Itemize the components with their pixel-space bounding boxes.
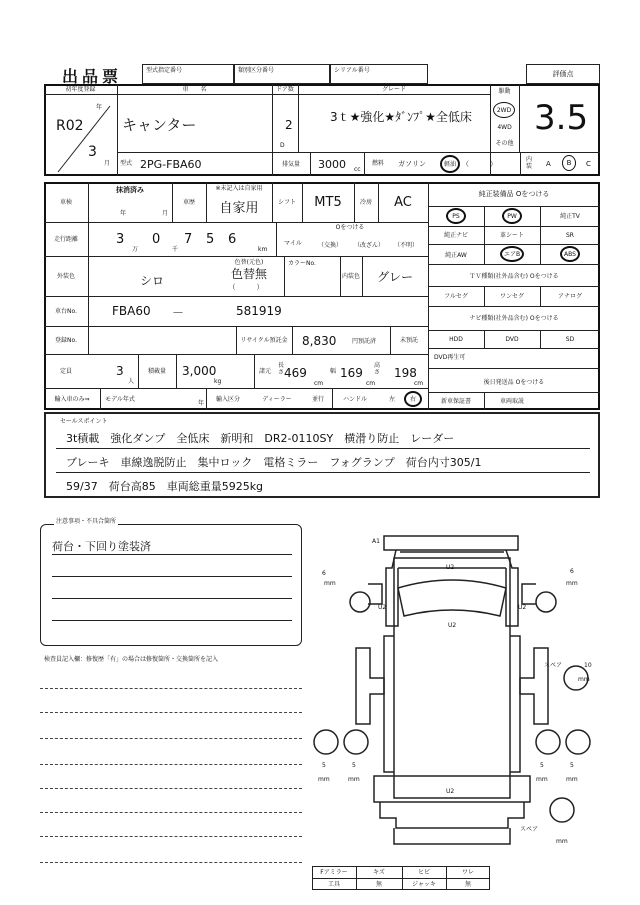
import-label: 輸入車のみ⇒ (54, 395, 90, 403)
disp-label: 排気量 (281, 160, 300, 168)
tread-rear-r2: 5 (570, 762, 574, 769)
serial-label: シリアル番号 (334, 67, 370, 74)
model-label: 型式 (120, 160, 133, 167)
import-type-label: 輸入区分 (215, 395, 240, 403)
repaint-label: 色替(元色) (234, 258, 264, 266)
inspect-label: 車検 (59, 198, 72, 206)
ext-color-value: シロ (139, 273, 164, 288)
usage-value: 自家用 (219, 200, 259, 216)
model-year-label: モデル年式 (105, 395, 135, 403)
chassis-dash: － (172, 306, 185, 320)
load-value: 3,000 (182, 364, 217, 378)
shift-label: シフト (277, 198, 296, 206)
mm-unit-rr2: mm (566, 776, 578, 783)
tread-rear-l2: 5 (352, 762, 356, 769)
mileage-tampered[interactable]: （改ざん） (354, 242, 385, 249)
chassis-number: 581919 (236, 304, 282, 318)
mileage-digit-4: 5 (206, 232, 215, 247)
navi-sd[interactable]: SD (565, 335, 575, 343)
displacement: 3000 (318, 158, 346, 171)
equip-abs-circled[interactable]: ABS (560, 246, 580, 262)
sales-line-1: 3t積載 強化ダンプ 全低床 新明和 DR2-0110SY 横滑り防止 レーダー (66, 432, 455, 445)
dvd-playable[interactable]: DVD再生可 (434, 354, 466, 361)
capacity-unit: 人 (128, 378, 135, 385)
sales-label: セールスポイント (60, 418, 108, 425)
equip-leather[interactable]: 革シート (499, 231, 524, 239)
navi-hdd[interactable]: HDD (449, 335, 463, 343)
truck-diagram (300, 528, 610, 868)
legend-r3: ジャッキ (412, 880, 436, 888)
grade-value: 3ｔ★強化★ﾀﾞﾝﾌﾟ★全低床 (330, 110, 472, 124)
type-field[interactable] (142, 64, 234, 84)
mileage-digit-5: 6 (228, 232, 237, 247)
color-no-label: カラーNo. (288, 260, 316, 267)
tread-rear-l1: 5 (322, 762, 326, 769)
tv-fullseg[interactable]: フルセグ (444, 292, 468, 300)
legend-r2: 無 (375, 880, 382, 888)
mileage-mile[interactable]: マイル (284, 240, 302, 247)
legend-r4: 無 (464, 880, 471, 888)
drive-2wd[interactable]: 2WD (493, 102, 515, 118)
legend-h3: ヒビ (417, 868, 430, 876)
equip-airbag-circled[interactable]: エアB (500, 246, 524, 262)
drive-label: 駆動 (498, 87, 511, 95)
equip-title: 純正装備品 Oをつける (478, 190, 550, 198)
interior-b-circled[interactable]: B (562, 155, 576, 171)
drive-other[interactable]: その他 (495, 139, 514, 147)
equip-aw[interactable]: 純正AW (445, 251, 467, 259)
mileage-unknown[interactable]: （不明） (394, 242, 419, 249)
later-title: 後日発送品 Oをつける (483, 378, 545, 386)
first-reg-month: 3 (88, 144, 97, 160)
tv-title: ＴＶ種類(社外品含む) Oをつける (469, 272, 559, 280)
capacity-label: 定員 (59, 367, 72, 375)
mm-unit-fr: mm (566, 580, 578, 587)
tread-front-right: 6 (570, 568, 574, 575)
equip-tv[interactable]: 純正TV (560, 212, 580, 220)
spare-label-1: スペア (544, 662, 563, 669)
handle-left[interactable]: 左 (388, 395, 395, 403)
model-year-unit: 年 (198, 400, 205, 407)
equip-ps-circled[interactable]: PS (446, 208, 466, 224)
grade-header: グレード (381, 85, 406, 93)
legend-h1: Fアミラー (320, 868, 348, 876)
inspect-year-unit: 年 (120, 210, 127, 217)
damage-u2-rear: U2 (446, 788, 455, 795)
height-unit: cm (414, 380, 424, 387)
damage-u2-right: U2 (518, 604, 527, 611)
damage-u2-center: U2 (448, 622, 457, 629)
fuel-paren: （ ） (462, 160, 497, 168)
year-unit: 年 (96, 104, 103, 111)
equip-pw-circled[interactable]: PW (502, 208, 522, 224)
door-label: ドア数 (276, 85, 294, 93)
interior-a[interactable]: A (546, 160, 551, 168)
int-color-label: 内装色 (342, 272, 361, 280)
first-reg-year: R02 (56, 118, 84, 134)
regno-label: 登録No. (55, 336, 77, 344)
mileage-digit-3: 7 (184, 232, 193, 247)
equip-sr[interactable]: SR (566, 231, 574, 239)
damage-u2-left: U2 (378, 604, 387, 611)
recycle-unit[interactable]: 円預託済 (352, 338, 377, 345)
mileage-km: km (258, 246, 268, 253)
width-value: 169 (340, 366, 363, 380)
later-warranty[interactable]: 新車保証書 (440, 397, 471, 405)
load-unit: kg (214, 378, 222, 385)
usage-note: ※未記入は自家用 (215, 184, 263, 192)
tv-analog[interactable]: アナログ (557, 292, 582, 300)
navi-title: ナビ種類(社外品含む) Oをつける (469, 314, 559, 322)
chassis-label: 車台No. (55, 307, 77, 315)
model-value: 2PG-FBA60 (140, 158, 202, 171)
drive-4wd[interactable]: 4WD (497, 123, 512, 131)
fuel-diesel-circled[interactable]: 軽油 (440, 155, 460, 173)
class-label: 類別区分番号 (238, 67, 275, 74)
sales-line-2: ブレーキ 車線逸脱防止 集中ロック 電格ミラー フォグランプ 荷台内寸305/1 (66, 456, 482, 469)
handle-right-circled[interactable]: 右 (404, 391, 422, 407)
recycle-amount: 8,830 (302, 334, 337, 348)
tread-rear-r1: 5 (540, 762, 544, 769)
dims-label: 諸元 (258, 367, 271, 375)
mileage-sen: 千 (172, 246, 179, 253)
notes-label: 注意事項・不具合箇所 (56, 518, 117, 525)
legend-h4: ワレ (461, 868, 474, 876)
door-unit: D (280, 142, 285, 149)
damage-a1: A1 (372, 538, 380, 545)
length-value: 469 (284, 366, 307, 380)
damage-u2-front: U2 (446, 564, 455, 571)
recycle-not[interactable]: 未預託 (399, 336, 418, 344)
width-label: 幅 (330, 368, 337, 375)
sales-line-3: 59/37 荷台高85 車両総重量5925kg (66, 480, 264, 493)
legend-r1: 工具 (327, 880, 340, 888)
mm-unit-spare2: mm (556, 838, 568, 845)
year-label: 初年度登録 (65, 85, 96, 93)
equip-navi[interactable]: 純正ナビ (443, 231, 468, 239)
legend-h2: キズ (373, 868, 385, 876)
usage-label: 車歴 (182, 198, 195, 206)
mileage-circle-note: Oをつける (335, 223, 365, 231)
height-label: 高さ (374, 362, 381, 376)
name-label: 車 名 (182, 85, 207, 93)
class-field[interactable] (234, 64, 330, 84)
repaint-value: 色替無 (230, 266, 267, 281)
ext-color-label: 外装色 (56, 272, 75, 280)
car-name: キャンター (122, 116, 197, 134)
mileage-label: 走行距離 (53, 235, 78, 243)
score-value: 3.5 (534, 98, 589, 138)
mileage-digit-2: 0 (152, 232, 161, 247)
load-label: 積載量 (147, 367, 166, 375)
height-value: 198 (394, 366, 417, 380)
mm-unit-rl1: mm (318, 776, 330, 783)
mileage-exchange[interactable]: （交換） (318, 242, 343, 249)
mm-unit-spare1: mm (578, 676, 590, 683)
shift-value: MT5 (314, 194, 342, 210)
mm-unit-fl: mm (324, 580, 336, 587)
disp-unit: cc (354, 166, 361, 173)
mileage-digit-1: 3 (116, 232, 125, 247)
mileage-man: 万 (132, 246, 139, 253)
interior-label: 内装 (526, 156, 533, 170)
inspect-value: 抹消済み (116, 186, 144, 194)
page-title: 出品票 (62, 67, 123, 86)
fuel-gasoline[interactable]: ガソリン (398, 160, 426, 168)
spare-tread-1: 10 (584, 662, 592, 669)
navi-dvd[interactable]: DVD (505, 335, 519, 343)
notes-line-1: 荷台・下回り塗装済 (52, 540, 151, 553)
recycle-label: リサイクル預託金 (240, 336, 288, 344)
width-unit: cm (366, 380, 376, 387)
mm-unit-rr1: mm (536, 776, 548, 783)
score-label: 評価点 (552, 70, 574, 78)
import-parallel[interactable]: 並行 (311, 395, 324, 403)
inspector-note: 検査員記入欄：修復歴「有」の場合は修復箇所・交換箇所を記入 (44, 656, 219, 663)
ac-label: 冷房 (359, 198, 372, 206)
int-color-value: グレー (376, 269, 413, 284)
tread-front-left: 6 (322, 570, 326, 577)
length-unit: cm (314, 380, 324, 387)
serial-field[interactable] (330, 64, 428, 84)
ac-value: AC (394, 194, 412, 210)
handle-label: ハンドル (342, 395, 367, 403)
inspect-month-unit: 月 (162, 210, 169, 217)
repaint-paren: （ ） (228, 283, 264, 291)
interior-c[interactable]: C (586, 160, 591, 168)
import-dealer[interactable]: ディーラー (262, 395, 292, 403)
tv-oneseg[interactable]: ワンセグ (499, 292, 524, 300)
month-unit: 月 (104, 160, 111, 167)
mm-unit-rl2: mm (348, 776, 360, 783)
length-label: 長さ (278, 362, 285, 376)
spare-label-2: スペア (520, 826, 539, 833)
fuel-label: 燃料 (372, 160, 385, 167)
later-manual[interactable]: 車両取説 (499, 397, 524, 405)
door-count: 2 (285, 118, 293, 132)
type-label: 型式指定番号 (146, 67, 183, 74)
chassis-model: FBA60 (112, 304, 151, 318)
capacity-value: 3 (116, 364, 124, 378)
